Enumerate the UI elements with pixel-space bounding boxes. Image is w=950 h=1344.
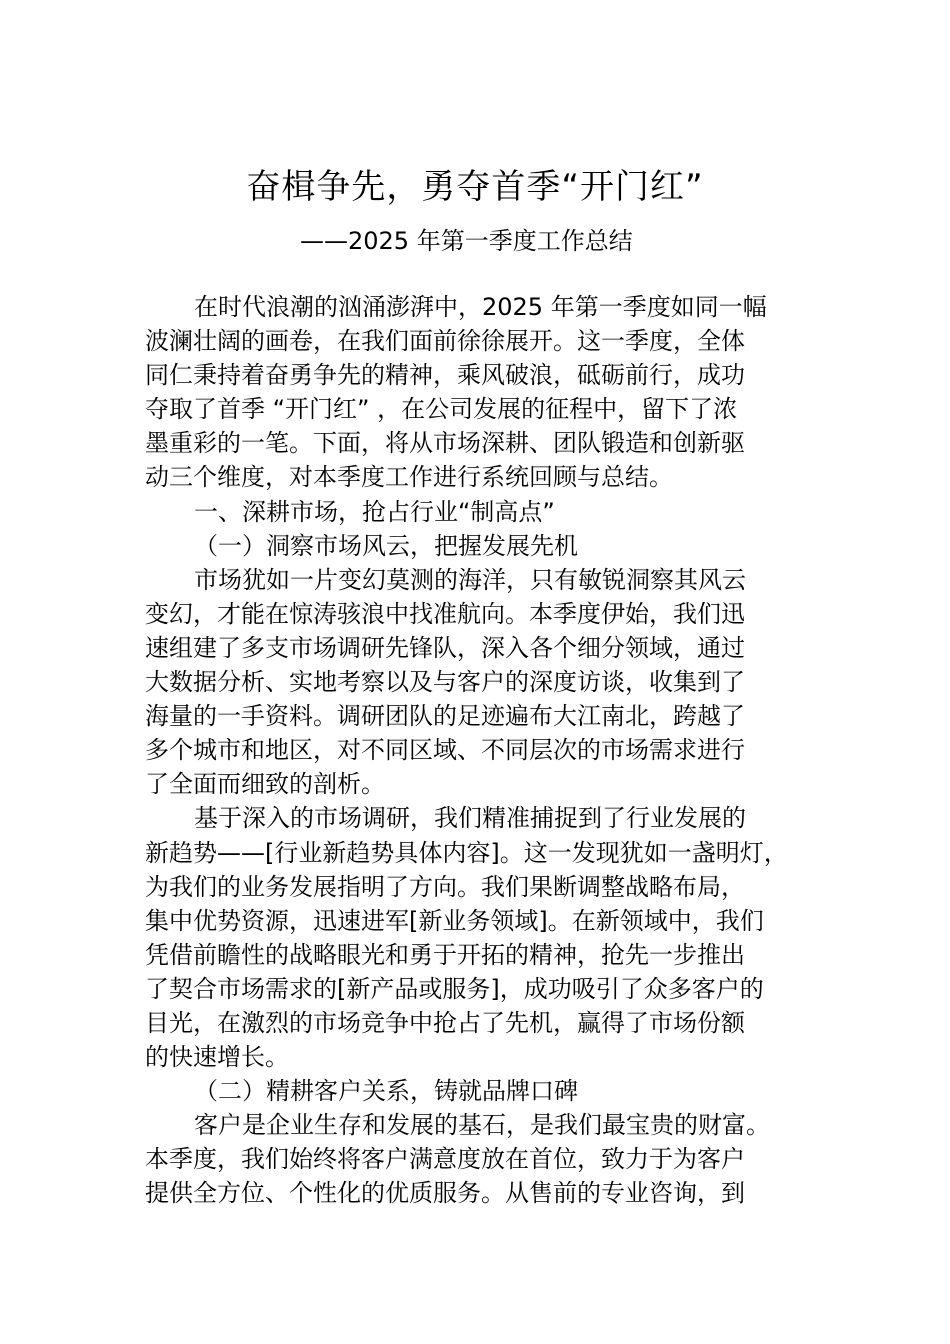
body-line: 的快速增长。 xyxy=(145,1043,289,1072)
body-line: 市场犹如一片变幻莫测的海洋，只有敏锐洞察其风云 xyxy=(194,565,746,594)
body-line: 了全面而细致的剖析。 xyxy=(145,770,385,799)
body-line: 基于深入的市场调研，我们精准捕捉到了行业发展的 xyxy=(194,804,746,833)
body-line: 变幻，才能在惊涛骇浪中找准航向。本季度伊始，我们迅 xyxy=(145,599,745,628)
document-subtitle: ——2025 年第一季度工作总结 xyxy=(300,227,633,255)
body-line: 新趋势——[行业新趋势具体内容]。这一发现犹如一盏明灯， xyxy=(145,838,788,867)
body-line: 本季度，我们始终将客户满意度放在首位，致力于为客户 xyxy=(145,1145,745,1174)
body-line: 速组建了多支市场调研先锋队，深入各个细分领域，通过 xyxy=(145,633,745,662)
body-line: 大数据分析、实地考察以及与客户的深度访谈，收集到了 xyxy=(145,668,745,697)
body-line: 客户是企业生存和发展的基石，是我们最宝贵的财富。 xyxy=(194,1111,770,1140)
body-line: 为我们的业务发展指明了方向。我们果断调整战略布局， xyxy=(145,872,745,901)
body-line: 同仁秉持着奋勇争先的精神，乘风破浪，砥砺前行，成功 xyxy=(145,361,745,390)
subsection-heading: （二）精耕客户关系，铸就品牌口碑 xyxy=(194,1077,578,1106)
subsection-heading: （一）洞察市场风云，把握发展先机 xyxy=(194,531,578,560)
body-line: 波澜壮阔的画卷，在我们面前徐徐展开。这一季度，全体 xyxy=(145,327,745,356)
body-line: 夺取了首季 “开门红” ，在公司发展的征程中，留下了浓 xyxy=(145,395,738,424)
body-line: 海量的一手资料。调研团队的足迹遍布大江南北，跨越了 xyxy=(145,702,745,731)
section-heading: 一、深耕市场，抢占行业“制高点” xyxy=(194,497,555,526)
body-line: 凭借前瞻性的战略眼光和勇于开拓的精神，抢先一步推出 xyxy=(145,940,745,969)
document-title: 奋楫争先，勇夺首季“开门红” xyxy=(246,167,704,207)
body-line: 墨重彩的一笔。下面，将从市场深耕、团队锻造和创新驱 xyxy=(145,429,745,458)
body-line: 提供全方位、个性化的优质服务。从售前的专业咨询，到 xyxy=(145,1179,745,1208)
body-line: 目光，在激烈的市场竞争中抢占了先机，赢得了市场份额 xyxy=(145,1008,745,1037)
body-line: 了契合市场需求的[新产品或服务]，成功吸引了众多客户的 xyxy=(145,974,764,1003)
body-line: 多个城市和地区，对不同区域、不同层次的市场需求进行 xyxy=(145,736,745,765)
body-line: 在时代浪潮的汹涌澎湃中，2025 年第一季度如同一幅 xyxy=(194,293,767,321)
body-line: 集中优势资源，迅速进军[新业务领域]。在新领域中，我们 xyxy=(145,906,764,935)
document-body xyxy=(145,290,825,1211)
body-line: 动三个维度，对本季度工作进行系统回顾与总结。 xyxy=(145,463,673,492)
